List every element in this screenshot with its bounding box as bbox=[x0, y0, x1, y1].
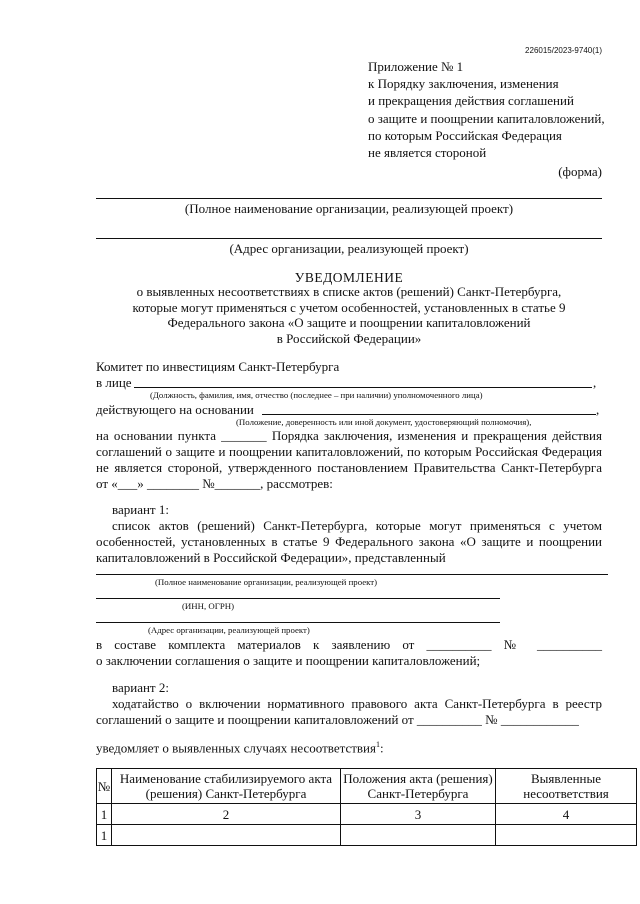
document-id: 226015/2023-9740(1) bbox=[525, 46, 602, 55]
notice-subtitle bbox=[96, 284, 602, 346]
notice-title: УВЕДОМЛЕНИЕ bbox=[294, 270, 404, 285]
notify-text: уведомляет о выявленных случаях несоответствия bbox=[96, 740, 376, 756]
form-label: (форма) bbox=[558, 164, 602, 179]
variant1-text-line: особенностей, установленных в статье 9 Федерального закона «О защите и поощрении bbox=[96, 534, 602, 549]
v1-composition-line: в составе комплекта материалов к заявлению от __________ № __________ bbox=[96, 637, 602, 652]
v1-inn-line bbox=[96, 598, 500, 599]
notify-line bbox=[96, 740, 384, 756]
basis-caption: (Положение, доверенность или иной документ, удостоверяющий полномочия), bbox=[236, 417, 532, 427]
v1-inn-caption: (ИНН, ОГРН) bbox=[182, 601, 234, 611]
table-row bbox=[97, 804, 637, 825]
variant1-text-line: список актов (решений) Санкт-Петербурга, которые могут применяться с учетом bbox=[112, 518, 602, 533]
org-address-caption: (Адрес организации, реализующей проект) bbox=[229, 241, 469, 256]
table-cell: 4 bbox=[496, 804, 637, 825]
appendix-line: о защите и поощрении капиталовложений, bbox=[368, 110, 605, 126]
person-line bbox=[134, 387, 592, 388]
comma: , bbox=[596, 402, 600, 417]
header-discrepancies: Выявленные несоответствия bbox=[496, 769, 637, 804]
appendix-line: не является стороной bbox=[368, 145, 487, 161]
variant2-text-line: ходатайство о включении нормативного правового акта Санкт-Петербурга в реестр bbox=[112, 696, 602, 711]
table-cell: 1 bbox=[97, 804, 112, 825]
discrepancy-table bbox=[96, 768, 637, 846]
appendix-line: и прекращения действия соглашений bbox=[368, 93, 574, 109]
basis-line bbox=[262, 414, 596, 415]
table-header-row bbox=[97, 769, 637, 804]
appendix-line: к Порядку заключения, изменения bbox=[368, 76, 559, 92]
notify-colon: : bbox=[379, 740, 384, 756]
notice-subtitle-line: которые могут применяться с учетом особенностей, установленных в статье 9 bbox=[132, 299, 566, 315]
header-act-provisions: Положения акта (решения) Санкт-Петербурга bbox=[341, 769, 496, 804]
table-cell: 3 bbox=[341, 804, 496, 825]
notice-subtitle-line: о выявленных несоответствиях в списке актов (решений) Санкт-Петербурга, bbox=[136, 284, 562, 299]
org-name-line bbox=[96, 198, 602, 199]
notice-subtitle-line: в Российской Федерации» bbox=[276, 330, 422, 346]
header-num: № bbox=[97, 769, 112, 804]
appendix-header bbox=[368, 58, 605, 161]
basis-text-line: на основании пункта _______ Порядка заключения, изменения и прекращения действия bbox=[96, 428, 602, 443]
acting-basis-label: действующего на основании bbox=[96, 402, 254, 417]
notice-subtitle-line: Федерального закона «О защите и поощрении капиталовложений bbox=[167, 315, 531, 330]
variant1-text-line: капиталовложений в Российской Федерации», представленный bbox=[96, 550, 446, 565]
table-cell bbox=[496, 825, 637, 846]
table-cell: 1 bbox=[97, 825, 112, 846]
basis-text-line: соглашений о защите и поощрении капиталовложений, по которым Российская Федерация bbox=[96, 444, 602, 459]
variant2-label: вариант 2: bbox=[112, 680, 169, 695]
table-row bbox=[97, 825, 637, 846]
v1-org-caption: (Полное наименование организации, реализующей проект) bbox=[155, 577, 378, 587]
comma: , bbox=[593, 375, 597, 390]
table-cell bbox=[112, 825, 341, 846]
date-line: от «___» ________ №_______, рассмотрев: bbox=[96, 476, 333, 491]
table-cell bbox=[341, 825, 496, 846]
footnote-mark: 1 bbox=[375, 740, 380, 749]
table-cell: 2 bbox=[112, 804, 341, 825]
org-address-line bbox=[96, 238, 602, 239]
org-name-caption: (Полное наименование организации, реализующей проект) bbox=[184, 201, 514, 216]
in-person-label: в лице bbox=[96, 375, 132, 390]
basis-text-line: не является стороной, утвержденного постановлением Правительства Санкт-Петербурга bbox=[96, 460, 602, 475]
appendix-line: Приложение № 1 bbox=[368, 59, 464, 74]
variant2-text-line: соглашений о защите и поощрении капиталовложений от __________ № ____________ bbox=[96, 712, 579, 727]
v1-conclusion-line: о заключении соглашения о защите и поощрении капиталовложений; bbox=[96, 653, 481, 668]
person-caption: (Должность, фамилия, имя, отчество (последнее – при наличии) уполномоченного лица) bbox=[150, 390, 483, 400]
appendix-line: по которым Российская Федерация bbox=[368, 127, 562, 143]
v1-org-line bbox=[96, 574, 608, 575]
committee-name: Комитет по инвестициям Санкт-Петербурга bbox=[96, 359, 340, 374]
v1-address-line bbox=[96, 622, 500, 623]
v1-address-caption: (Адрес организации, реализующей проект) bbox=[148, 625, 310, 635]
header-act-name: Наименование стабилизируемого акта (решения) Санкт-Петербурга bbox=[112, 769, 341, 804]
variant1-label: вариант 1: bbox=[112, 502, 169, 517]
